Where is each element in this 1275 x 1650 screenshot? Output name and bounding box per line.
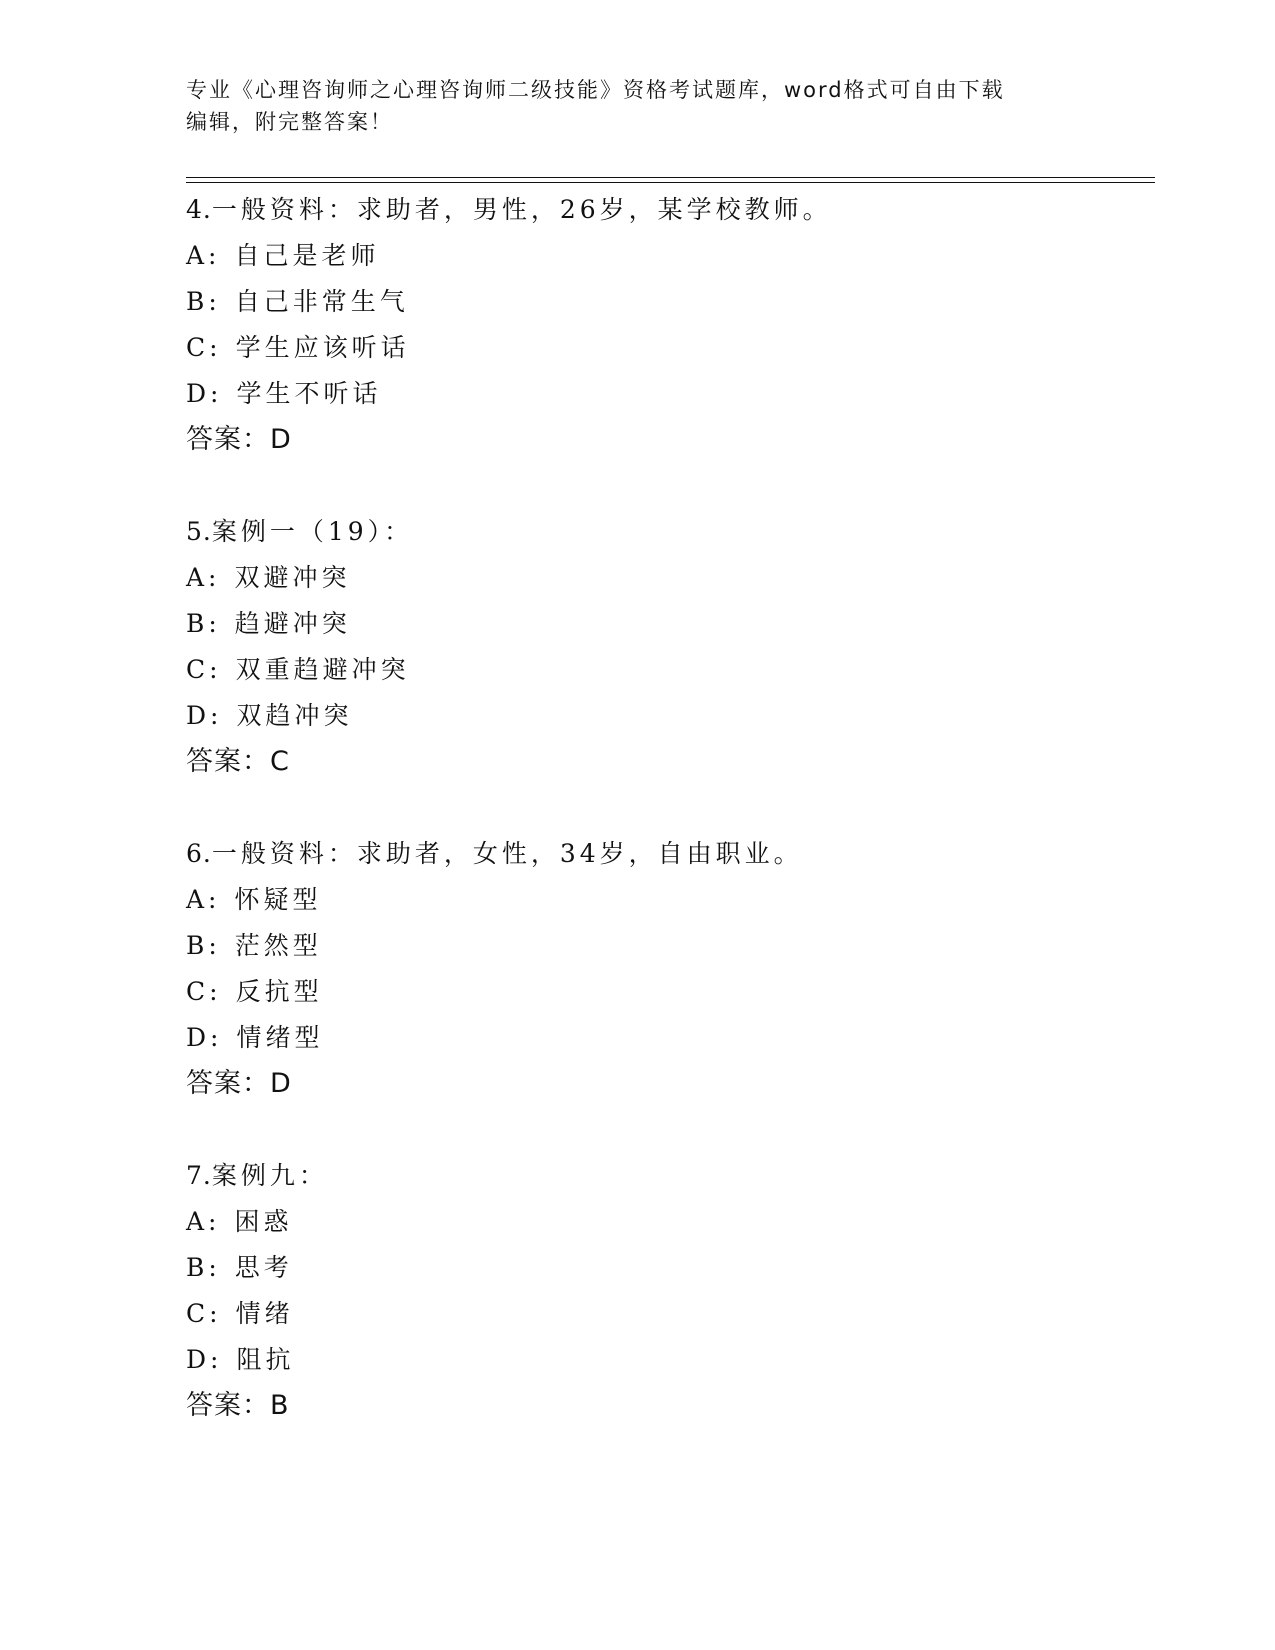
option-text: 自己是老师 — [234, 241, 380, 270]
option-c — [186, 325, 1155, 371]
document-header — [186, 74, 1086, 138]
option-b — [186, 279, 1155, 325]
question-number: 7. — [186, 1161, 212, 1190]
question-item — [186, 1153, 1155, 1429]
header-line-1: 专业《心理咨询师之心理咨询师二级技能》资格考试题库，word格式可自由下载 — [186, 78, 1005, 102]
option-key: D: — [186, 1023, 223, 1052]
option-text: 思考 — [234, 1253, 293, 1282]
option-key: A: — [186, 1207, 221, 1236]
option-d — [186, 1015, 1155, 1061]
option-text: 阻抗 — [236, 1345, 295, 1374]
option-c — [186, 1291, 1155, 1337]
option-a — [186, 233, 1155, 279]
question-text: 一般资料：求助者，女性，34岁，自由职业。 — [211, 839, 803, 868]
answer-line: 答案：D — [186, 1068, 292, 1099]
question-item — [186, 187, 1155, 463]
option-text: 双避冲突 — [234, 563, 351, 592]
option-key: C: — [186, 655, 222, 684]
option-key: B: — [186, 287, 221, 316]
option-text: 困惑 — [234, 1207, 293, 1236]
option-key: B: — [186, 1253, 221, 1282]
answer-line: 答案：C — [186, 746, 290, 777]
option-text: 学生不听话 — [236, 379, 382, 408]
header-line-2: 编辑，附完整答案！ — [186, 110, 393, 134]
option-a — [186, 1199, 1155, 1245]
answer-line: 答案：D — [186, 424, 292, 455]
answer-line: 答案：B — [186, 1390, 290, 1421]
option-key: D: — [186, 379, 223, 408]
header-divider-top — [186, 177, 1155, 178]
option-key: A: — [186, 563, 221, 592]
option-text: 学生应该听话 — [235, 333, 410, 362]
option-b — [186, 923, 1155, 969]
question-text: 案例九： — [211, 1161, 328, 1190]
option-text: 情绪 — [235, 1299, 294, 1328]
option-text: 双趋冲突 — [236, 701, 353, 730]
option-text: 自己非常生气 — [234, 287, 409, 316]
option-text: 双重趋避冲突 — [235, 655, 410, 684]
question-item — [186, 831, 1155, 1107]
question-number: 5. — [186, 517, 212, 546]
option-key: A: — [186, 885, 221, 914]
question-item — [186, 509, 1155, 785]
option-key: A: — [186, 241, 221, 270]
option-key: D: — [186, 1345, 223, 1374]
option-text: 情绪型 — [236, 1023, 324, 1052]
option-key: C: — [186, 977, 222, 1006]
option-b — [186, 1245, 1155, 1291]
option-key: B: — [186, 609, 221, 638]
header-divider-bottom — [186, 182, 1155, 183]
question-stem — [186, 831, 1155, 877]
option-key: C: — [186, 1299, 222, 1328]
option-c — [186, 969, 1155, 1015]
option-b — [186, 601, 1155, 647]
question-number: 4. — [186, 195, 212, 224]
option-a — [186, 555, 1155, 601]
option-d — [186, 693, 1155, 739]
option-text: 反抗型 — [235, 977, 323, 1006]
option-a — [186, 877, 1155, 923]
question-number: 6. — [186, 839, 212, 868]
option-c — [186, 647, 1155, 693]
option-text: 趋避冲突 — [234, 609, 351, 638]
option-text: 茫然型 — [234, 931, 322, 960]
question-text: 案例一（19）： — [211, 517, 414, 546]
question-stem — [186, 509, 1155, 555]
option-key: D: — [186, 701, 223, 730]
option-d — [186, 1337, 1155, 1383]
option-key: C: — [186, 333, 222, 362]
question-list — [186, 187, 1155, 1475]
option-text: 怀疑型 — [234, 885, 322, 914]
question-stem — [186, 187, 1155, 233]
option-key: B: — [186, 931, 221, 960]
question-text: 一般资料：求助者，男性，26岁，某学校教师。 — [211, 195, 832, 224]
question-stem — [186, 1153, 1155, 1199]
option-d — [186, 371, 1155, 417]
